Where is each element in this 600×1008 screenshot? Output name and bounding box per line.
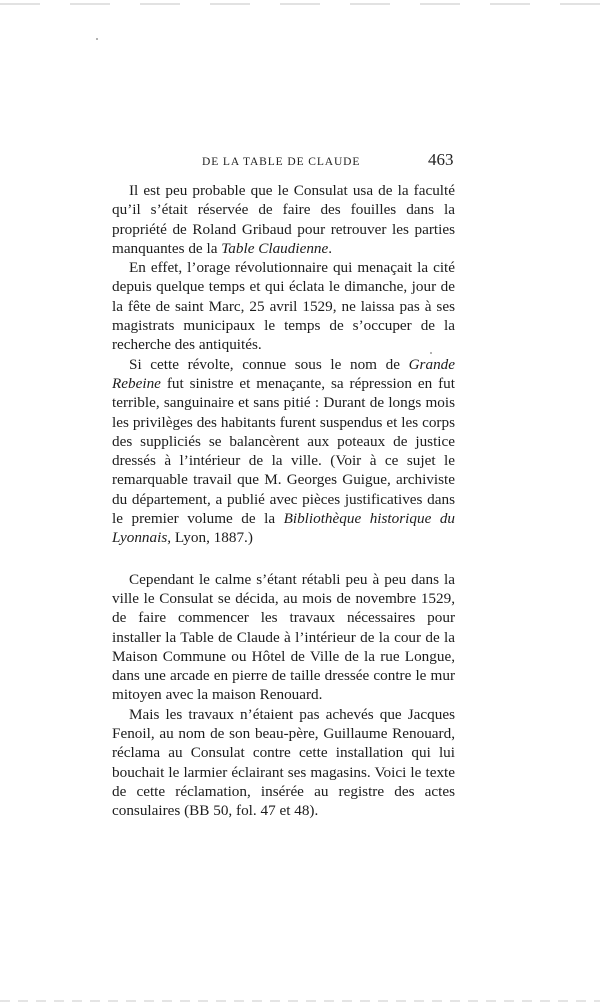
paragraph-5 — [112, 705, 455, 821]
scan-edge-bottom — [0, 1000, 600, 1002]
paragraph-4 — [112, 570, 455, 705]
paper-speck — [96, 38, 98, 40]
text-run: , Lyon, 1887.) — [167, 529, 253, 547]
scan-edge-top — [0, 3, 600, 5]
running-head — [0, 150, 600, 180]
text-run: . — [328, 239, 333, 257]
body-text — [112, 181, 455, 821]
paragraph-1 — [112, 181, 455, 258]
page-number: 463 — [428, 150, 454, 169]
text-run: Mais les travaux n’étaient pas achevés que Jacques Fenoil, au nom de son beau-père, Guillaume Renouard, réclama au Consulat contre cette installation qui lui bouchait le larmier éclairant ses magasins. Voici le texte de cette réclamation, insérée au registre des actes consulaires (BB 50, fol. 47 et 48). — [112, 705, 455, 820]
text-run: fut sinistre et menaçante, sa répression en fut terrible, sanguinaire et sans pitié : Durant de longs mois les privilèges des habitants furent suspendus et les corps des suppliciés se balancèrent aux poteaux de justice dressés à l’intérieur de la ville. (Voir à ce sujet le remarquable travail que M. Georges Guigue, archiviste du département, a publié avec pièces justificatives dans le premier volume de la — [112, 374, 455, 528]
text-run: Si cette révolte, connue sous le nom de — [129, 355, 409, 373]
text-run: Cependant le calme s’étant rétabli peu à peu dans la ville le Consulat se décida, au mois de novembre 1529, de faire commencer les travaux nécessaires pour installer la Table de Claude à l’intérieur de la cour de la Maison Commune ou Hôtel de Ville de la rue Longue, dans une arcade en pierre de taille dressée contre le mur mitoyen avec la maison Renouard. — [112, 570, 455, 704]
paragraph-3 — [112, 355, 455, 548]
paragraph-2 — [112, 258, 455, 354]
italic-title: Grande Rebeine — [112, 355, 455, 392]
running-title: DE LA TABLE DE CLAUDE — [202, 156, 361, 168]
italic-title: Table Claudienne — [221, 239, 329, 257]
text-run: En effet, l’orage révolutionnaire qui menaçait la cité depuis quelque temps et qui éclata le dimanche, jour de la fête de saint Marc, 25 avril 1529, ne laissa pas à ses magistrats municipaux le temps de s’occuper de la recherche des antiquités. — [112, 259, 455, 354]
italic-title: Bibliothèque historique du Lyonnais — [112, 510, 456, 547]
text-run: Il est peu probable que le Consulat usa de la faculté qu’il s’était réservée de faire des fouilles dans la propriété de Roland Gribaud pour retrouver les parties manquantes de la — [112, 182, 455, 257]
